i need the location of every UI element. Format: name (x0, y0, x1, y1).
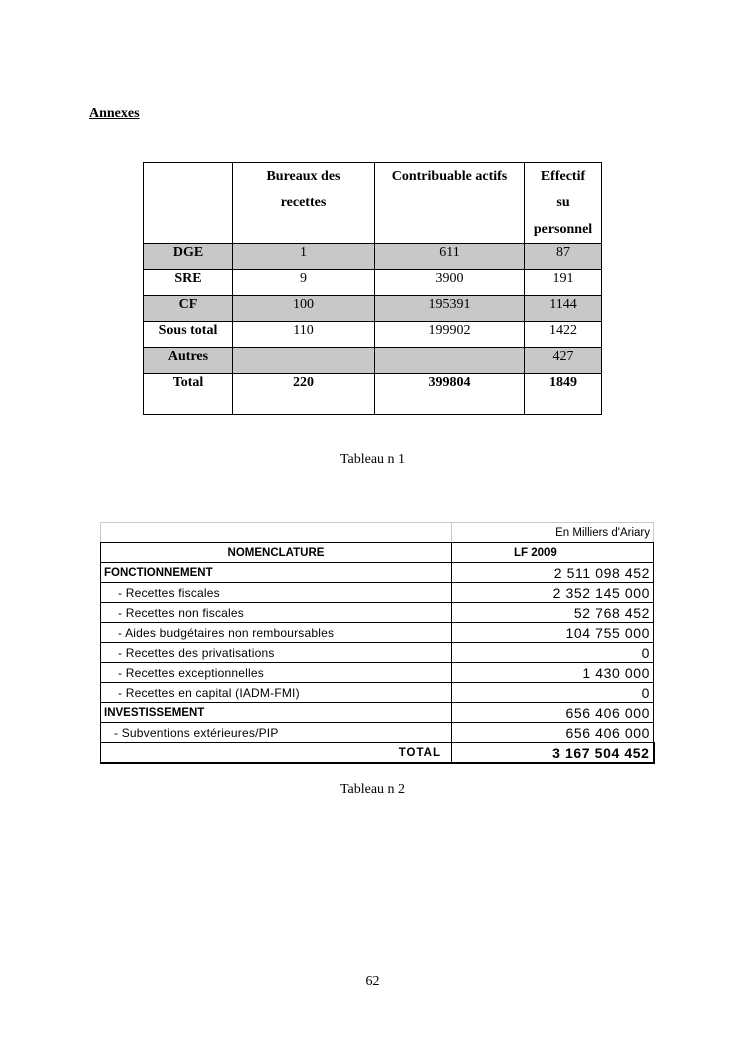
cell-effectif: 1849 (525, 373, 602, 414)
cell-bureaux: 9 (233, 269, 375, 295)
table-header-row (144, 163, 602, 244)
column-header-row (101, 543, 654, 563)
row-value: 656 406 000 (452, 703, 654, 723)
staff-table (143, 162, 602, 415)
cell-bureaux: 110 (233, 321, 375, 347)
cell-contribuables: 195391 (375, 295, 525, 321)
table-row (144, 243, 602, 269)
cell-effectif: 191 (525, 269, 602, 295)
cell-contribuables: 3900 (375, 269, 525, 295)
cell-bureaux: 100 (233, 295, 375, 321)
table-row (101, 663, 654, 683)
row-label: - Subventions extérieures/PIP (101, 723, 452, 743)
table-row (101, 683, 654, 703)
total-value: 3 167 504 452 (452, 743, 654, 764)
cell-bureaux: 1 (233, 243, 375, 269)
row-label: - Aides budgétaires non remboursables (101, 623, 452, 643)
row-label: - Recettes des privatisations (101, 643, 452, 663)
table-row (101, 643, 654, 663)
table-total-row (101, 743, 654, 764)
row-value: 656 406 000 (452, 723, 654, 743)
row-value: 104 755 000 (452, 623, 654, 643)
row-value: 2 352 145 000 (452, 583, 654, 603)
table-row (101, 703, 654, 723)
row-value: 0 (452, 683, 654, 703)
table-row (101, 723, 654, 743)
row-value: 0 (452, 643, 654, 663)
header-nomenclature: NOMENCLATURE (101, 543, 452, 563)
cell-bureaux (233, 347, 375, 373)
table-row (144, 295, 602, 321)
table-row (101, 603, 654, 623)
budget-table (100, 522, 655, 764)
unit-row (101, 523, 654, 543)
row-label: - Recettes exceptionnelles (101, 663, 452, 683)
cell-bureaux: 220 (233, 373, 375, 414)
table-row (101, 563, 654, 583)
table-row (144, 347, 602, 373)
table-total-row (144, 373, 602, 414)
row-label: - Recettes en capital (IADM-FMI) (101, 683, 452, 703)
table-row (101, 583, 654, 603)
header-contribuables: Contribuable actifs (375, 163, 525, 244)
cell-contribuables (375, 347, 525, 373)
row-label: INVESTISSEMENT (101, 703, 452, 723)
row-label: Sous total (144, 321, 233, 347)
row-value: 1 430 000 (452, 663, 654, 683)
row-label: FONCTIONNEMENT (101, 563, 452, 583)
table-row (144, 321, 602, 347)
table-row (101, 623, 654, 643)
table2-caption: Tableau n 2 (339, 782, 406, 797)
cell-contribuables: 199902 (375, 321, 525, 347)
unit-empty-cell (101, 523, 452, 543)
table-row (144, 269, 602, 295)
cell-effectif: 427 (525, 347, 602, 373)
cell-contribuables: 611 (375, 243, 525, 269)
table1-caption: Tableau n 1 (339, 452, 406, 467)
row-label: Autres (144, 347, 233, 373)
cell-contribuables: 399804 (375, 373, 525, 414)
row-label: CF (144, 295, 233, 321)
cell-effectif: 1144 (525, 295, 602, 321)
page-number: 62 (365, 974, 380, 989)
section-heading: Annexes (89, 106, 140, 121)
total-label: TOTAL (101, 743, 452, 764)
row-label: - Recettes non fiscales (101, 603, 452, 623)
row-value: 2 511 098 452 (452, 563, 654, 583)
row-label: - Recettes fiscales (101, 583, 452, 603)
row-value: 52 768 452 (452, 603, 654, 623)
header-bureaux: Bureaux des recettes (233, 163, 375, 244)
header-empty-cell (144, 163, 233, 244)
header-lf2009: LF 2009 (452, 543, 654, 563)
header-effectif: Effectif su personnel (525, 163, 602, 244)
row-label: SRE (144, 269, 233, 295)
cell-effectif: 87 (525, 243, 602, 269)
row-label: Total (144, 373, 233, 414)
row-label: DGE (144, 243, 233, 269)
cell-effectif: 1422 (525, 321, 602, 347)
unit-note: En Milliers d'Ariary (452, 523, 654, 543)
